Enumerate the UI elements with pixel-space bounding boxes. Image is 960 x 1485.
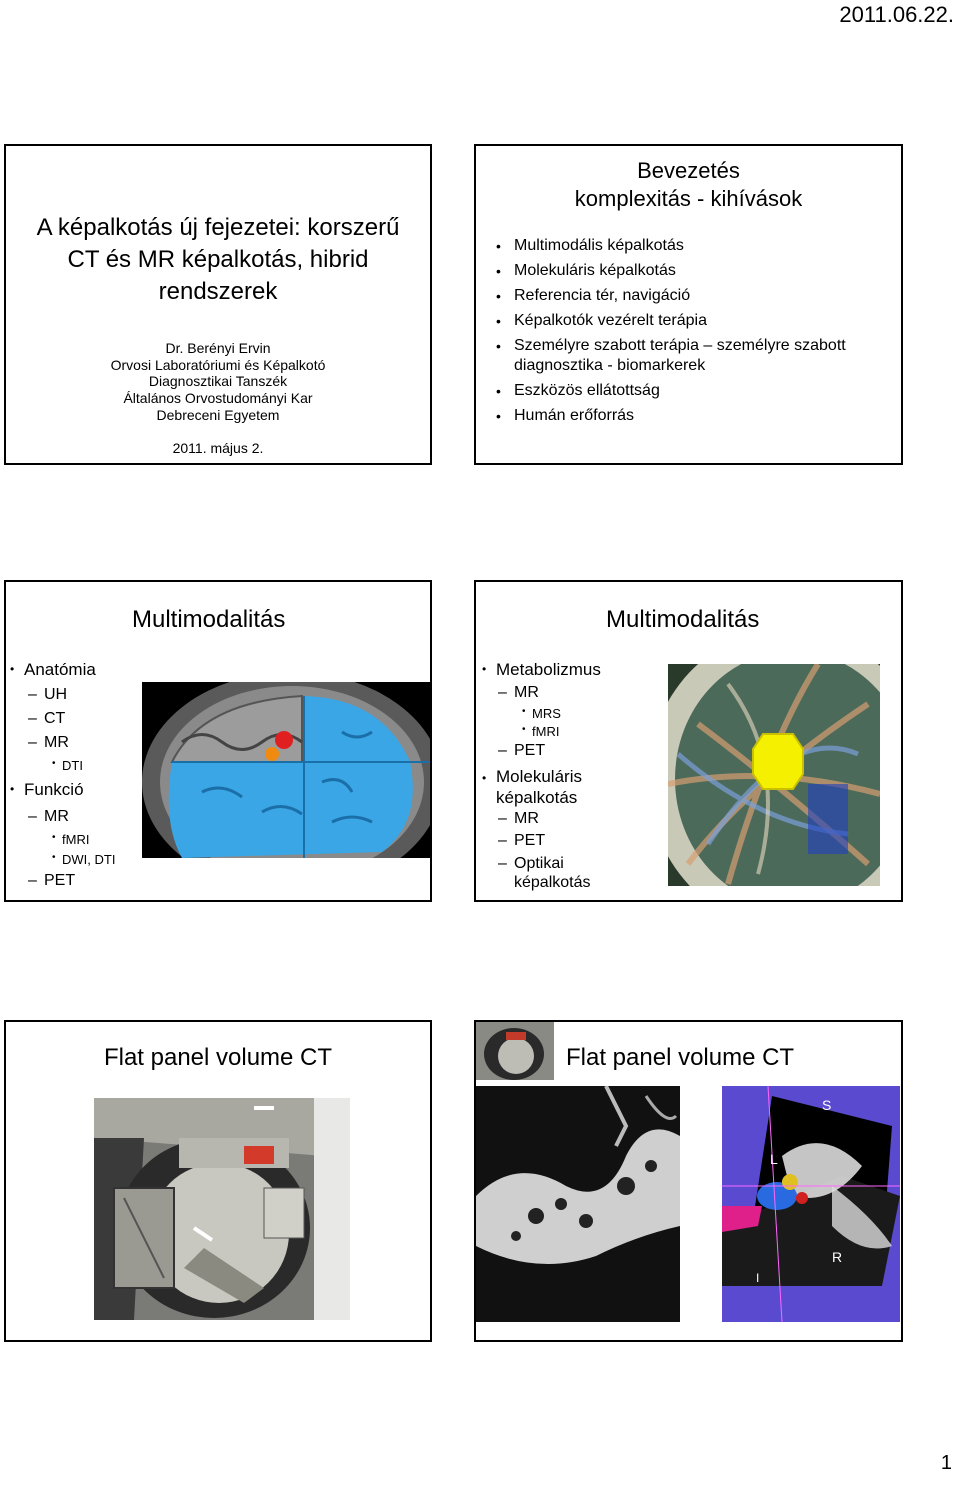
slide-multimodality-metabolism [474,580,903,902]
slide-heading-line-2: komplexitás - kihívások [574,186,803,211]
axis-label-p: P [688,1177,698,1193]
list-item: • Képalkotók vezérelt terápia [514,311,874,331]
slide-title [4,144,432,465]
affiliation-line-2: Diagnosztikai Tanszék [148,373,288,389]
item-pet: – PET [498,742,546,759]
list-item: • Humán erőforrás [514,406,874,426]
axis-label-s: S [822,1097,832,1113]
slide-flat-panel-ct-images [474,1020,903,1342]
slide-heading-line-1: Bevezetés [637,158,740,183]
header-date: 2011.06.22. [839,2,954,27]
axis-label-l: L [770,1151,778,1167]
tractography-image [668,664,880,886]
axis-label-r: R [832,1249,843,1265]
item-ct: – CT [28,710,66,727]
slide-heading: Multimodalitás [606,606,760,633]
item-mr-2: – MR [28,808,69,825]
list-item: • Multimodális képalkotás [514,236,874,256]
temporal-bone-ct-slice-image [476,1086,680,1322]
item-mr-2: – MR [498,810,539,827]
list-item: • Referencia tér, navigáció [514,286,874,306]
item-function: • Funkció [10,780,84,799]
list-item: • Személyre szabott terápia – személyre szabott diagnosztika - biomarkerek [514,336,874,376]
item-mrs: • MRS [522,706,561,721]
slide-introduction [474,144,903,465]
list-item: • Eszközös ellátottság [514,381,874,401]
list-item: • Molekuláris képalkotás [514,261,874,281]
slide-multimodality-anatomy [4,580,432,902]
item-metabolism: • Metabolizmus [482,660,601,679]
page-number: 1 [940,1452,952,1474]
item-fmri: • fMRI [52,832,90,847]
affiliation-line-3: Általános Orvostudományi Kar [123,390,313,406]
item-mr: – MR [28,734,69,751]
slide-heading: Flat panel volume CT [103,1044,333,1071]
gantry-photo-image [94,1098,350,1320]
item-pet: – PET [28,872,76,889]
scanner-thumbnail-image [476,1022,554,1080]
slide-flat-panel-ct-hardware [4,1020,432,1342]
item-mr: – MR [498,684,539,701]
slide-title-heading: A képalkotás új fejezetei: korszerű CT és MR képalkotás, hibrid rendszerek [36,214,400,305]
axis-label-i: I [756,1271,760,1285]
presentation-date: 2011. május 2. [172,440,264,456]
bullet-list [514,236,874,426]
item-uh: – UH [28,686,68,703]
slide-heading: Multimodalitás [132,606,286,633]
author-name: Dr. Berényi Ervin [165,340,271,356]
item-fmri: • fMRI [522,724,560,739]
item-dti: • DTI [52,758,83,773]
slide-heading: Flat panel volume CT [566,1044,795,1071]
item-pet-2: – PET [498,832,546,849]
item-anatomy: • Anatómia [10,660,96,679]
brain-3d-render-image [142,682,432,858]
item-molecular-imaging: • Molekuláris képalkotás [482,767,582,807]
item-dwi-dti: • DWI, DTI [52,852,116,867]
affiliation-line-1: Orvosi Laboratóriumi és Képalkotó [110,357,326,373]
affiliation-line-4: Debreceni Egyetem [156,407,280,423]
inner-ear-3d-reconstruction-image [682,1086,900,1322]
item-optical-imaging: – Optikai képalkotás [498,855,591,891]
